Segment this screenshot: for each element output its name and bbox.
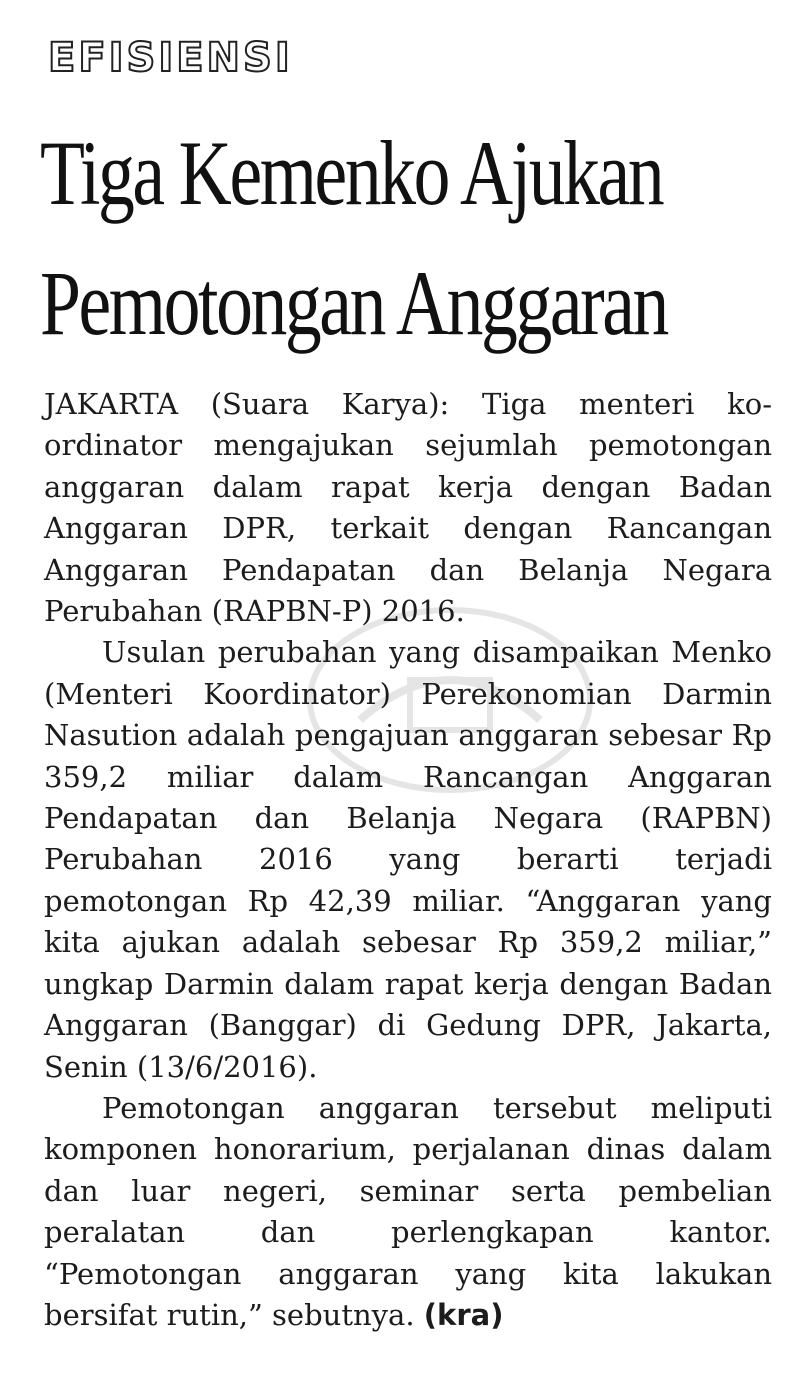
author-signature: (kra) [423, 1297, 504, 1332]
headline [40, 108, 667, 368]
paragraph-1: JAKARTA (Suara Karya): Tiga menteri koordinator mengajukan sejumlah pemotongan anggaran dalam rapat kerja dengan Badan Anggaran DPR, terkait dengan Rancangan Anggaran Pendapatan dan Belanja Negara Perubahan (RAPBN-P) 2016. [44, 387, 772, 629]
paragraph-3-text: Pemotongan anggaran tersebut meliputi komponen honorarium, perjalanan dinas dalam dan luar negeri, seminar serta pembelian peralatan dan perlengkapan kantor. “Pemotongan anggaran yang kita lakukan bersifat rutin,” sebutnya. [44, 1090, 772, 1332]
headline-line-2: Pemotongan Anggaran [40, 252, 667, 354]
paragraph-2: Usulan perubahan yang disampaikan Menko (Menteri Koordinator) Perekonomian Darmin Nasution adalah pengajuan anggaran sebesar Rp 359,2 miliar dalam Rancangan Anggaran Pendapatan dan Belanja Negara (RAPBN) Perubahan 2016 yang berarti terjadi pemotongan Rp 42,39 miliar. “Anggaran yang kita ajukan adalah sebesar Rp 359,2 miliar,” ungkap Darmin dalam rapat kerja dengan Badan Anggaran (Banggar) di Gedung DPR, Jakarta, Senin (13/6/2016). [44, 635, 772, 1084]
paragraph-3 [44, 1088, 772, 1336]
article-body [44, 384, 772, 1336]
headline-line-1: Tiga Kemenko Ajukan [40, 122, 663, 224]
section-kicker: EFISIENSI [48, 35, 293, 81]
